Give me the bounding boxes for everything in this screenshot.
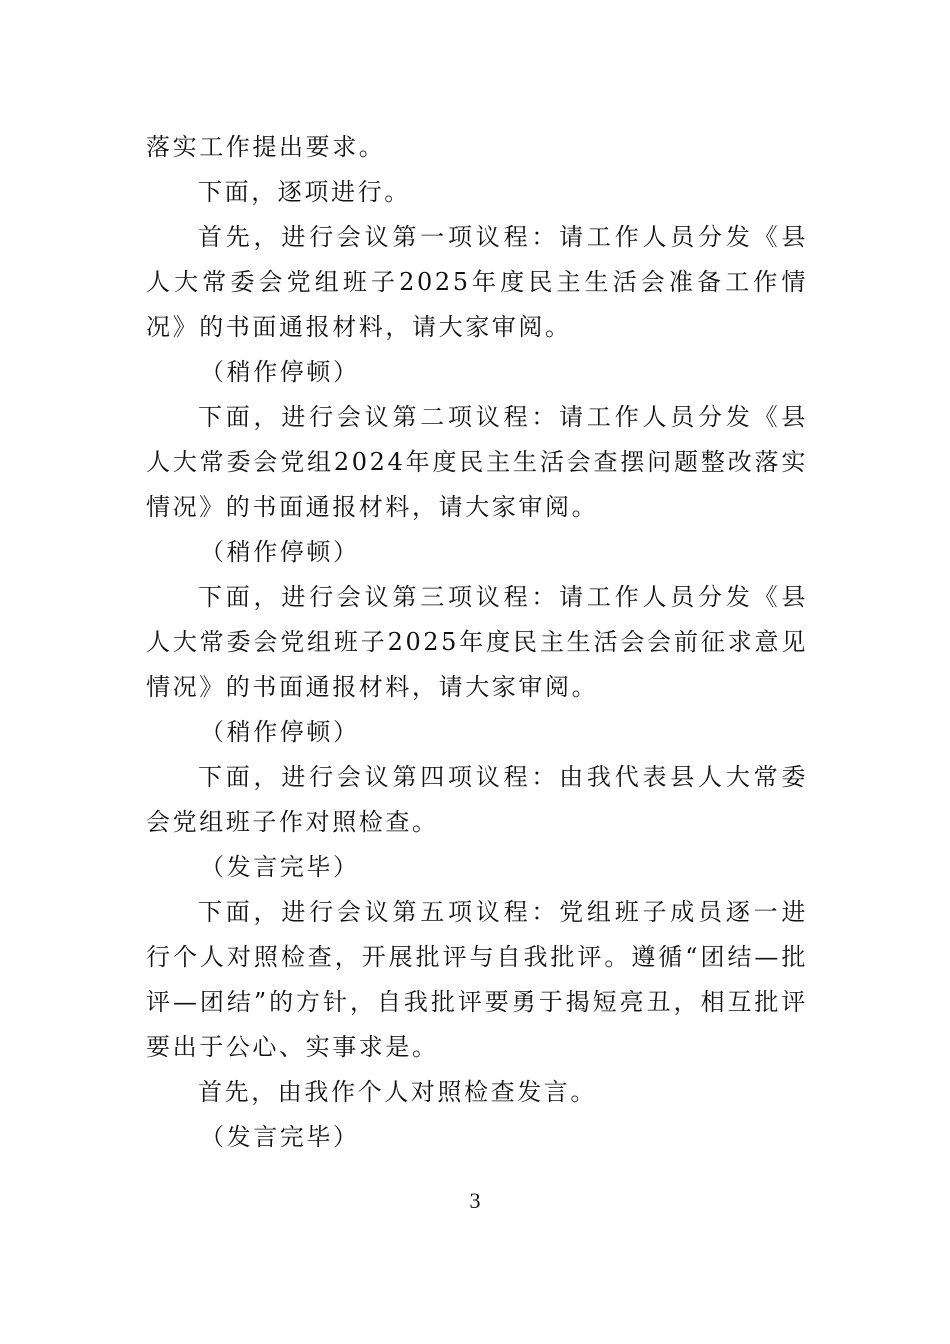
document-body [146, 125, 808, 1160]
pause-note: （发言完毕） [200, 853, 360, 881]
paragraph: 下面，进行会议第二项议程：请工作人员分发《县人大常委会党组2024年度民主生活会查摆问题整改落实情况》的书面通报材料，请大家审阅。 [146, 403, 808, 521]
paragraph: 落实工作提出要求。 [146, 133, 386, 161]
paragraph: 首先，由我作个人对照检查发言。 [198, 1078, 597, 1106]
paragraph: 下面，进行会议第五项议程：党组班子成员逐一进行个人对照检查，开展批评与自我批评。遵循“团结—批评—团结”的方针，自我批评要勇于揭短亮丑，相互批评要出于公心、实事求是。 [146, 898, 808, 1061]
pause-note: （稍作停顿） [200, 358, 360, 386]
paragraph: 下面，进行会议第四项议程：由我代表县人大常委会党组班子作对照检查。 [146, 763, 808, 836]
paragraph: 下面，进行会议第三项议程：请工作人员分发《县人大常委会党组班子2025年度民主生活会会前征求意见情况》的书面通报材料，请大家审阅。 [146, 583, 808, 701]
paragraph: 下面，逐项进行。 [198, 178, 411, 206]
pause-note: （稍作停顿） [200, 718, 360, 746]
paragraph: 首先，进行会议第一项议程：请工作人员分发《县人大常委会党组班子2025年度民主生活会准备工作情况》的书面通报材料，请大家审阅。 [146, 223, 808, 341]
pause-note: （发言完毕） [200, 1123, 360, 1151]
page-number: 3 [469, 1188, 481, 1213]
pause-note: （稍作停顿） [200, 538, 360, 566]
